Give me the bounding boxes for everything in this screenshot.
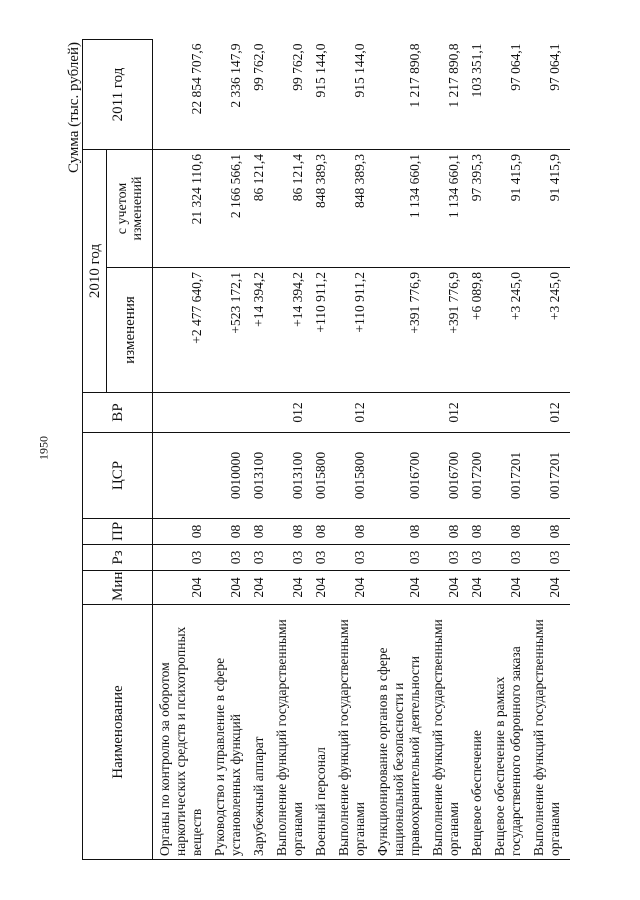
row-vr: 012 (336, 393, 375, 433)
row-name: Руководство и управление в сфере установленных функций (212, 605, 251, 860)
row-rz: 03 (274, 545, 313, 571)
table-row (492, 39, 531, 859)
row-2011: 103 351,1 (469, 39, 492, 149)
row-name: Вещевое обеспечение (469, 605, 492, 860)
row-changes: +3 245,0 (531, 268, 570, 393)
row-2011: 915 144,0 (336, 39, 375, 149)
table-row (375, 39, 430, 859)
row-with-changes: 97 395,3 (469, 149, 492, 267)
row-changes: +3 245,0 (492, 268, 531, 393)
row-2011: 915 144,0 (313, 39, 336, 149)
row-pr: 08 (274, 519, 313, 545)
row-2011: 1 217 890,8 (375, 39, 430, 149)
row-vr (153, 393, 213, 433)
table-row (469, 39, 492, 859)
row-2011: 1 217 890,8 (430, 39, 469, 149)
row-csr: 0015800 (313, 433, 336, 519)
row-name: Выполнение функций государственными органами (274, 605, 313, 860)
row-csr: 0013100 (251, 433, 274, 519)
row-csr: 0015800 (336, 433, 375, 519)
row-csr: 0016700 (430, 433, 469, 519)
row-2011: 99 762,0 (251, 39, 274, 149)
row-rz: 03 (313, 545, 336, 571)
header-changes: изменения (107, 268, 153, 393)
row-2011: 22 854 707,6 (153, 39, 213, 149)
row-pr: 08 (336, 519, 375, 545)
table-row (313, 39, 336, 859)
row-rz: 03 (336, 545, 375, 571)
row-csr: 0010000 (212, 433, 251, 519)
row-name: Выполнение функций государственными органами (336, 605, 375, 860)
row-with-changes: 848 389,3 (336, 149, 375, 267)
row-name: Зарубежный аппарат (251, 605, 274, 860)
row-rz: 03 (469, 545, 492, 571)
row-min: 204 (469, 571, 492, 605)
row-min: 204 (492, 571, 531, 605)
row-with-changes: 91 415,9 (492, 149, 531, 267)
row-changes: +391 776,9 (375, 268, 430, 393)
header-with-changes: с учетом изменений (107, 149, 153, 267)
row-rz: 03 (375, 545, 430, 571)
header-2011: 2011 год (83, 39, 153, 149)
table-row (430, 39, 469, 859)
row-min: 204 (274, 571, 313, 605)
row-vr: 012 (531, 393, 570, 433)
row-min: 204 (375, 571, 430, 605)
row-csr: 0017200 (469, 433, 492, 519)
row-min: 204 (531, 571, 570, 605)
row-rz: 03 (153, 545, 213, 571)
header-2010: 2010 год (83, 149, 107, 392)
header-csr: ЦСР (83, 433, 153, 519)
row-with-changes: 21 324 110,6 (153, 149, 213, 267)
row-vr (492, 393, 531, 433)
table-row (212, 39, 251, 859)
row-with-changes: 86 121,4 (251, 149, 274, 267)
row-changes: +14 394,2 (251, 268, 274, 393)
budget-table (82, 39, 570, 860)
row-rz: 03 (492, 545, 531, 571)
row-name: Вещевое обеспечение в рамках государственного оборонного заказа (492, 605, 531, 860)
header-min: Мин (83, 571, 153, 605)
row-rz: 03 (430, 545, 469, 571)
row-vr: 012 (430, 393, 469, 433)
row-2011: 97 064,1 (531, 39, 570, 149)
row-with-changes: 848 389,3 (313, 149, 336, 267)
row-rz: 03 (212, 545, 251, 571)
page-number: 1950 (36, 436, 51, 460)
row-min: 204 (251, 571, 274, 605)
header-rz: Рз (83, 545, 153, 571)
row-csr (153, 433, 213, 519)
row-changes: +391 776,9 (430, 268, 469, 393)
row-pr: 08 (212, 519, 251, 545)
row-pr: 08 (492, 519, 531, 545)
row-changes: +110 911,2 (313, 268, 336, 393)
row-with-changes: 86 121,4 (274, 149, 313, 267)
row-name: Военный персонал (313, 605, 336, 860)
row-pr: 08 (469, 519, 492, 545)
row-name: Функционирование органов в сфере национальной безопасности и правоохранительной деятельности (375, 605, 430, 860)
row-vr (251, 393, 274, 433)
row-pr: 08 (430, 519, 469, 545)
row-min: 204 (212, 571, 251, 605)
row-min: 204 (430, 571, 469, 605)
row-changes: +2 477 640,7 (153, 268, 213, 393)
table-row (274, 39, 313, 859)
row-csr: 0016700 (375, 433, 430, 519)
row-vr (375, 393, 430, 433)
row-changes: +14 394,2 (274, 268, 313, 393)
row-rz: 03 (251, 545, 274, 571)
row-pr: 08 (251, 519, 274, 545)
row-with-changes: 1 134 660,1 (375, 149, 430, 267)
row-changes: +6 089,8 (469, 268, 492, 393)
row-pr: 08 (375, 519, 430, 545)
row-2011: 2 336 147,9 (212, 39, 251, 149)
row-name: Выполнение функций государственными органами (430, 605, 469, 860)
row-with-changes: 2 166 566,1 (212, 149, 251, 267)
row-2011: 99 762,0 (274, 39, 313, 149)
row-with-changes: 91 415,9 (531, 149, 570, 267)
row-csr: 0017201 (531, 433, 570, 519)
table-row (531, 39, 570, 859)
row-min: 204 (153, 571, 213, 605)
row-rz: 03 (531, 545, 570, 571)
row-csr: 0013100 (274, 433, 313, 519)
row-pr: 08 (153, 519, 213, 545)
row-changes: +523 172,1 (212, 268, 251, 393)
header-vr: ВР (83, 393, 153, 433)
row-pr: 08 (531, 519, 570, 545)
row-2011: 97 064,1 (492, 39, 531, 149)
row-changes: +110 911,2 (336, 268, 375, 393)
row-min: 204 (313, 571, 336, 605)
table-body (153, 39, 571, 859)
row-vr (212, 393, 251, 433)
table-row (153, 39, 213, 859)
row-min: 204 (336, 571, 375, 605)
row-pr: 08 (313, 519, 336, 545)
units-label: Сумма (тыс. рублей) (66, 42, 82, 174)
row-csr: 0017201 (492, 433, 531, 519)
table-row (336, 39, 375, 859)
row-vr (469, 393, 492, 433)
row-with-changes: 1 134 660,1 (430, 149, 469, 267)
header-name: Наименование (83, 605, 153, 860)
table-row (251, 39, 274, 859)
row-vr (313, 393, 336, 433)
row-name: Органы по контролю за оборотом наркотических средств и психотропных веществ (153, 605, 213, 860)
row-vr: 012 (274, 393, 313, 433)
row-name: Выполнение функций государственными органами (531, 605, 570, 860)
header-pr: ПР (83, 519, 153, 545)
